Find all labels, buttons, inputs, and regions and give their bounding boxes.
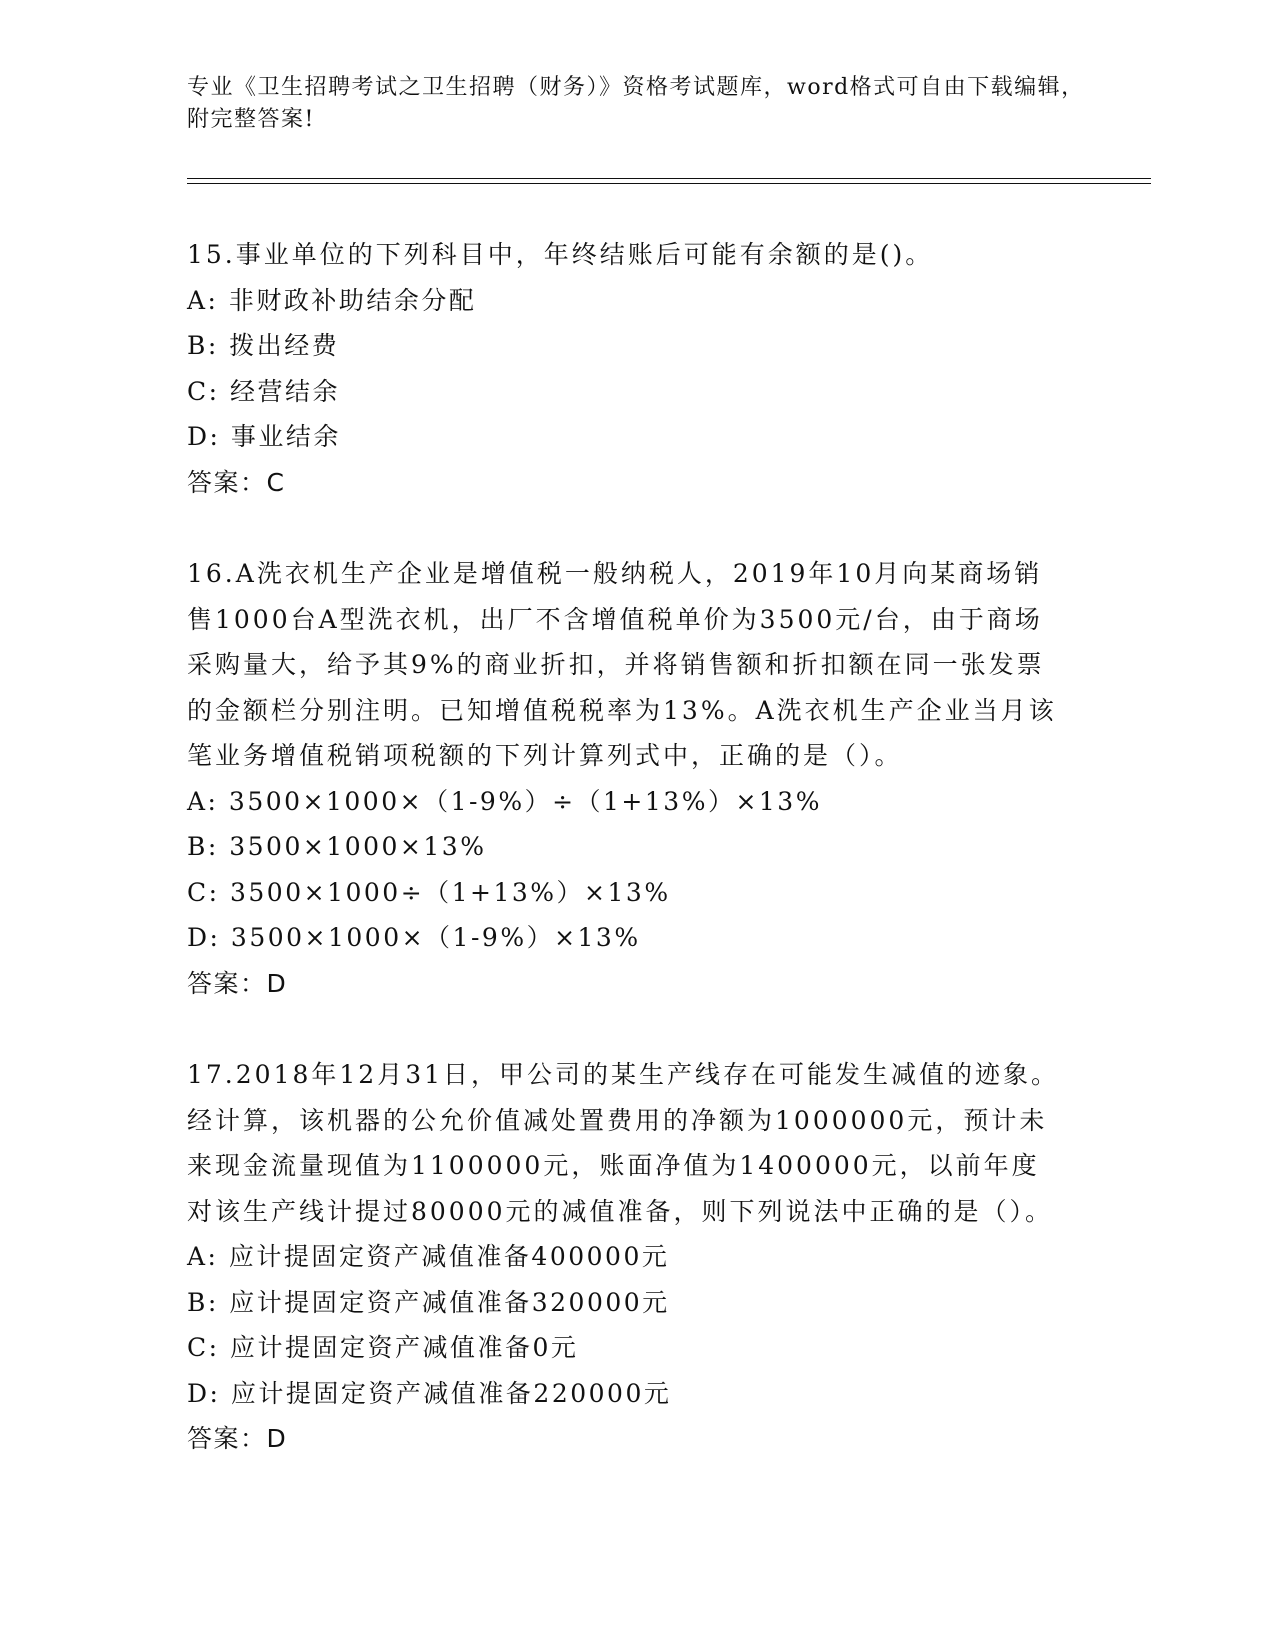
- header-divider-top: [187, 178, 1151, 179]
- question-stem: 16.A洗衣机生产企业是增值税一般纳税人，2019年10月向某商场销售1000台A型洗衣机，出厂不含增值税单价为3500元/台，由于商场采购量大，给予其9%的商业折扣，并将销售额和折扣额在同一张发票的金额栏分别注明。已知增值税税率为13%。A洗衣机生产企业当月该笔业务增值税销项税额的下列计算列式中，正确的是（）。: [187, 559, 1057, 770]
- option-c: C: 经营结余: [187, 376, 340, 406]
- option-c: C: 应计提固定资产减值准备0元: [187, 1333, 579, 1362]
- option-b: B: 拨出经费: [187, 331, 340, 360]
- question-stem: 17.2018年12月31日，甲公司的某生产线存在可能发生减值的迹象。经计算，该机器的公允价值减处置费用的净额为1000000元，预计未来现金流量现值为1100000元，账面净值为1400000元，以前年度对该生产线计提过80000元的减值准备，则下列说法中正确的是（）。: [187, 1060, 1060, 1226]
- question-17: [187, 1052, 1067, 1462]
- option-a: A: 3500×1000×（1-9%）÷（1+13%）×13%: [187, 786, 822, 816]
- answer: 答案：D: [187, 1424, 288, 1453]
- option-a: A: 应计提固定资产减值准备400000元: [187, 1242, 670, 1271]
- option-d: D: 3500×1000×（1-9%）×13%: [187, 923, 641, 952]
- question-16: [187, 551, 1067, 1006]
- question-15: [187, 232, 1067, 505]
- answer: 答案：D: [187, 968, 288, 998]
- option-d: D: 应计提固定资产减值准备220000元: [187, 1378, 672, 1408]
- option-a: A: 非财政补助结余分配: [187, 285, 477, 315]
- question-stem: 15.事业单位的下列科目中，年终结账后可能有余额的是()。: [187, 240, 934, 269]
- document-header-text: 专业《卫生招聘考试之卫生招聘（财务）》资格考试题库，word格式可自由下载编辑，附完整答案!: [187, 75, 1085, 132]
- option-c: C: 3500×1000÷（1+13%）×13%: [187, 877, 671, 907]
- option-b: B: 应计提固定资产减值准备320000元: [187, 1287, 670, 1317]
- option-b: B: 3500×1000×13%: [187, 832, 487, 861]
- header-divider-bottom: [187, 183, 1151, 184]
- answer: 答案：C: [187, 467, 286, 497]
- option-d: D: 事业结余: [187, 422, 341, 451]
